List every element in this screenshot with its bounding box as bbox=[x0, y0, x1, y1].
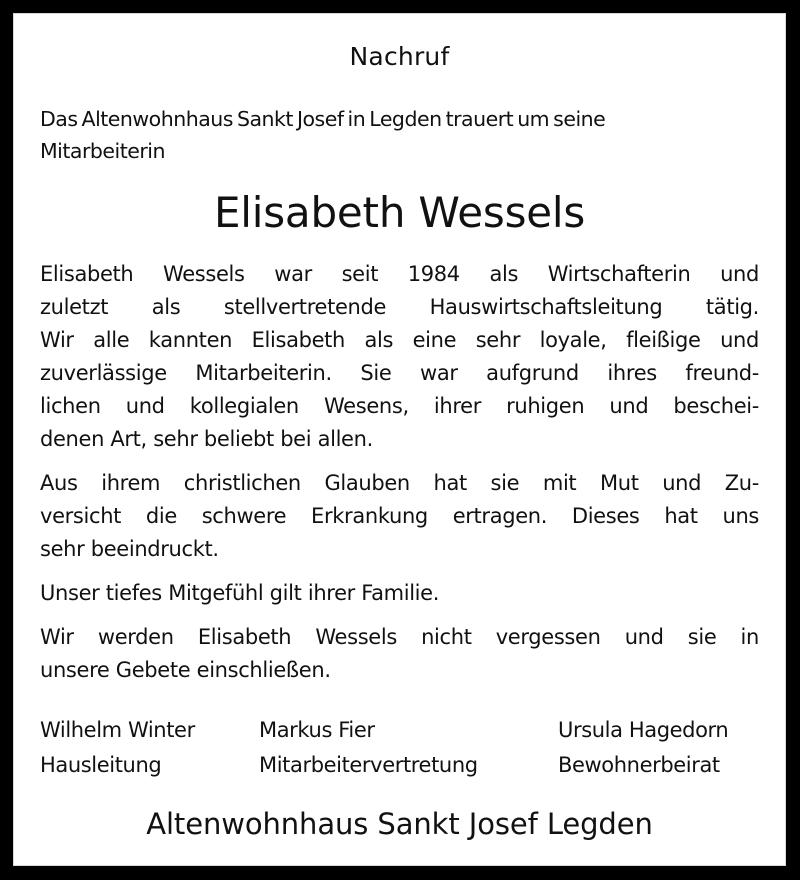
paragraph-line: Unser tiefes Mitgefühl gilt ihrer Familie. bbox=[40, 581, 440, 605]
signatory bbox=[40, 718, 195, 777]
obituary-notice bbox=[13, 13, 786, 866]
signatory-role: Hausleitung bbox=[40, 753, 162, 777]
notice-title: Nachruf bbox=[349, 42, 450, 71]
paragraph-line: versicht die schwere Erkrankung ertragen. Dieses hat uns bbox=[40, 504, 759, 528]
intro-line: Das Altenwohnhaus Sankt Josef in Legden trauert um seine bbox=[40, 107, 606, 131]
signatory bbox=[558, 718, 728, 777]
paragraph-line: Aus ihrem christlichen Glauben hat sie mit Mut und Zu- bbox=[40, 471, 759, 495]
organization-footer: Altenwohnhaus Sankt Josef Legden bbox=[146, 807, 653, 841]
paragraph-line: Elisabeth Wessels war seit 1984 als Wirtschafterin und bbox=[40, 262, 759, 286]
intro-line: Mitarbeiterin bbox=[40, 139, 165, 163]
paragraph-line: denen Art, sehr beliebt bei allen. bbox=[40, 427, 373, 451]
paragraph-line: lichen und kollegialen Wesens, ihrer ruhigen und beschei- bbox=[40, 394, 759, 418]
signatory-name: Wilhelm Winter bbox=[40, 718, 195, 742]
signatory-role: Bewohnerbeirat bbox=[558, 753, 720, 777]
signatory-name: Ursula Hagedorn bbox=[558, 718, 729, 742]
paragraph-line: sehr beeindruckt. bbox=[40, 537, 219, 561]
signatory bbox=[259, 718, 478, 777]
paragraph-line: zuletzt als stellvertretende Hauswirtschaftsleitung tätig. bbox=[40, 295, 759, 319]
signatory-role: Mitarbeitervertretung bbox=[259, 753, 478, 777]
paragraph-line: Wir alle kannten Elisabeth als eine sehr loyale, fleißige und bbox=[40, 328, 759, 352]
paragraph-line: zuverlässige Mitarbeiterin. Sie war aufgrund ihres freund- bbox=[40, 361, 759, 385]
paragraph-line: unsere Gebete einschließen. bbox=[40, 658, 331, 682]
paragraph-line: Wir werden Elisabeth Wessels nicht vergessen und sie in bbox=[40, 625, 759, 649]
signatory-name: Markus Fier bbox=[259, 718, 375, 742]
deceased-name: Elisabeth Wessels bbox=[213, 188, 586, 237]
